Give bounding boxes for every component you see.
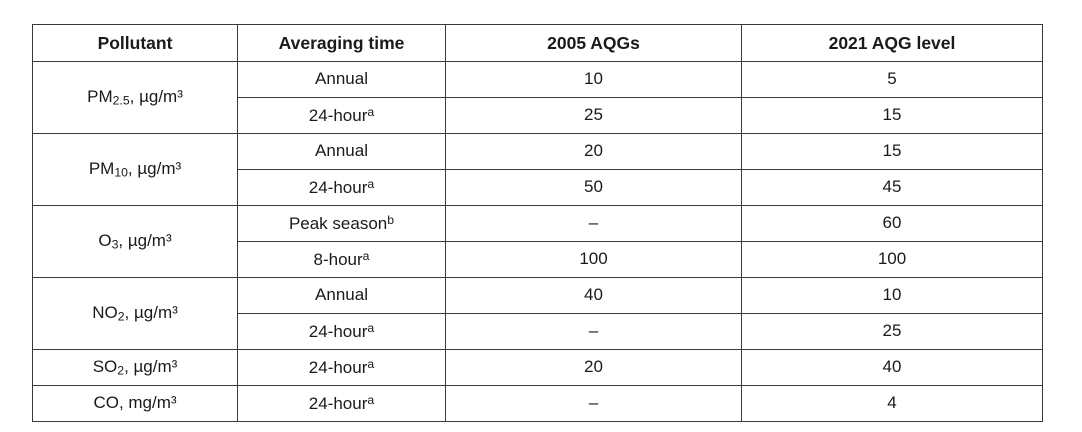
pollutant-name: NO bbox=[92, 302, 118, 322]
pollutant-name: CO bbox=[93, 393, 119, 413]
column-header-pollutant: Pollutant bbox=[33, 25, 238, 62]
averaging-time-cell bbox=[238, 350, 446, 386]
value-2005-cell: 40 bbox=[446, 278, 742, 314]
averaging-time-label: 24-hour bbox=[308, 105, 368, 125]
column-header-2021-aqg-level: 2021 AQG level bbox=[742, 25, 1043, 62]
value-2005-cell: 10 bbox=[446, 62, 742, 98]
table-body bbox=[33, 62, 1043, 422]
pollutant-cell bbox=[33, 206, 238, 278]
value-2021-cell: 100 bbox=[742, 242, 1043, 278]
value-2021-cell: 10 bbox=[742, 278, 1043, 314]
averaging-time-cell bbox=[238, 278, 446, 314]
pollutant-unit: , mg/m³ bbox=[118, 393, 177, 413]
value-2005-cell: – bbox=[446, 206, 742, 242]
air-quality-guidelines-table bbox=[32, 24, 1043, 422]
pollutant-unit: , µg/m³ bbox=[124, 356, 178, 376]
footnote-marker: a bbox=[367, 176, 375, 191]
value-2005-cell: 100 bbox=[446, 242, 742, 278]
pollutant-unit: , µg/m³ bbox=[127, 158, 182, 178]
averaging-time-label: Annual bbox=[315, 69, 368, 89]
pollutant-name: SO bbox=[92, 356, 118, 376]
value-2005-cell: 20 bbox=[446, 350, 742, 386]
column-header-averaging-time: Averaging time bbox=[238, 25, 446, 62]
value-2021-cell: 60 bbox=[742, 206, 1043, 242]
table-header-row bbox=[33, 25, 1043, 62]
column-header-2005-aqgs: 2005 AQGs bbox=[446, 25, 742, 62]
value-2021-cell: 15 bbox=[742, 134, 1043, 170]
averaging-time-label: 24-hour bbox=[308, 177, 368, 197]
averaging-time-label: 24-hour bbox=[308, 321, 368, 341]
value-2021-cell: 25 bbox=[742, 314, 1043, 350]
pollutant-subscript: 3 bbox=[111, 237, 119, 252]
averaging-time-label: Annual bbox=[315, 285, 368, 305]
averaging-time-cell bbox=[238, 386, 446, 422]
averaging-time-cell bbox=[238, 134, 446, 170]
pollutant-unit: , µg/m³ bbox=[124, 302, 178, 322]
table-header bbox=[33, 25, 1043, 62]
pollutant-unit: , µg/m³ bbox=[118, 230, 172, 250]
averaging-time-label: Peak season bbox=[288, 213, 388, 233]
averaging-time-cell bbox=[238, 98, 446, 134]
table-row bbox=[33, 350, 1043, 386]
footnote-marker: a bbox=[362, 248, 370, 263]
pollutant-name: PM bbox=[88, 158, 115, 178]
pollutant-cell bbox=[33, 386, 238, 422]
value-2005-cell: 50 bbox=[446, 170, 742, 206]
averaging-time-label: 8-hour bbox=[313, 249, 363, 269]
footnote-marker: b bbox=[387, 212, 395, 227]
value-2021-cell: 40 bbox=[742, 350, 1043, 386]
value-2005-cell: – bbox=[446, 386, 742, 422]
table-row bbox=[33, 134, 1043, 170]
value-2005-cell: 20 bbox=[446, 134, 742, 170]
table-row bbox=[33, 386, 1043, 422]
pollutant-cell bbox=[33, 134, 238, 206]
averaging-time-cell bbox=[238, 170, 446, 206]
footnote-marker: a bbox=[367, 104, 375, 119]
air-quality-guidelines-table-container bbox=[32, 24, 1042, 422]
pollutant-cell bbox=[33, 62, 238, 134]
averaging-time-label: 24-hour bbox=[308, 393, 368, 413]
value-2005-cell: 25 bbox=[446, 98, 742, 134]
pollutant-subscript: 10 bbox=[114, 165, 128, 180]
table-row bbox=[33, 206, 1043, 242]
pollutant-subscript: 2 bbox=[117, 309, 125, 324]
pollutant-subscript: 2.5 bbox=[112, 93, 130, 108]
averaging-time-cell bbox=[238, 62, 446, 98]
averaging-time-label: Annual bbox=[315, 141, 368, 161]
averaging-time-cell bbox=[238, 242, 446, 278]
pollutant-name: PM bbox=[87, 86, 113, 106]
pollutant-subscript: 2 bbox=[117, 363, 125, 378]
value-2021-cell: 5 bbox=[742, 62, 1043, 98]
value-2021-cell: 15 bbox=[742, 98, 1043, 134]
pollutant-unit: , µg/m³ bbox=[129, 86, 183, 106]
pollutant-cell bbox=[33, 278, 238, 350]
averaging-time-cell bbox=[238, 314, 446, 350]
footnote-marker: a bbox=[367, 392, 375, 407]
table-row bbox=[33, 62, 1043, 98]
value-2021-cell: 45 bbox=[742, 170, 1043, 206]
table-row bbox=[33, 278, 1043, 314]
value-2021-cell: 4 bbox=[742, 386, 1043, 422]
pollutant-name: O bbox=[98, 230, 112, 250]
footnote-marker: a bbox=[367, 320, 375, 335]
averaging-time-label: 24-hour bbox=[308, 357, 368, 377]
footnote-marker: a bbox=[367, 356, 375, 371]
value-2005-cell: – bbox=[446, 314, 742, 350]
averaging-time-cell bbox=[238, 206, 446, 242]
pollutant-cell bbox=[33, 350, 238, 386]
